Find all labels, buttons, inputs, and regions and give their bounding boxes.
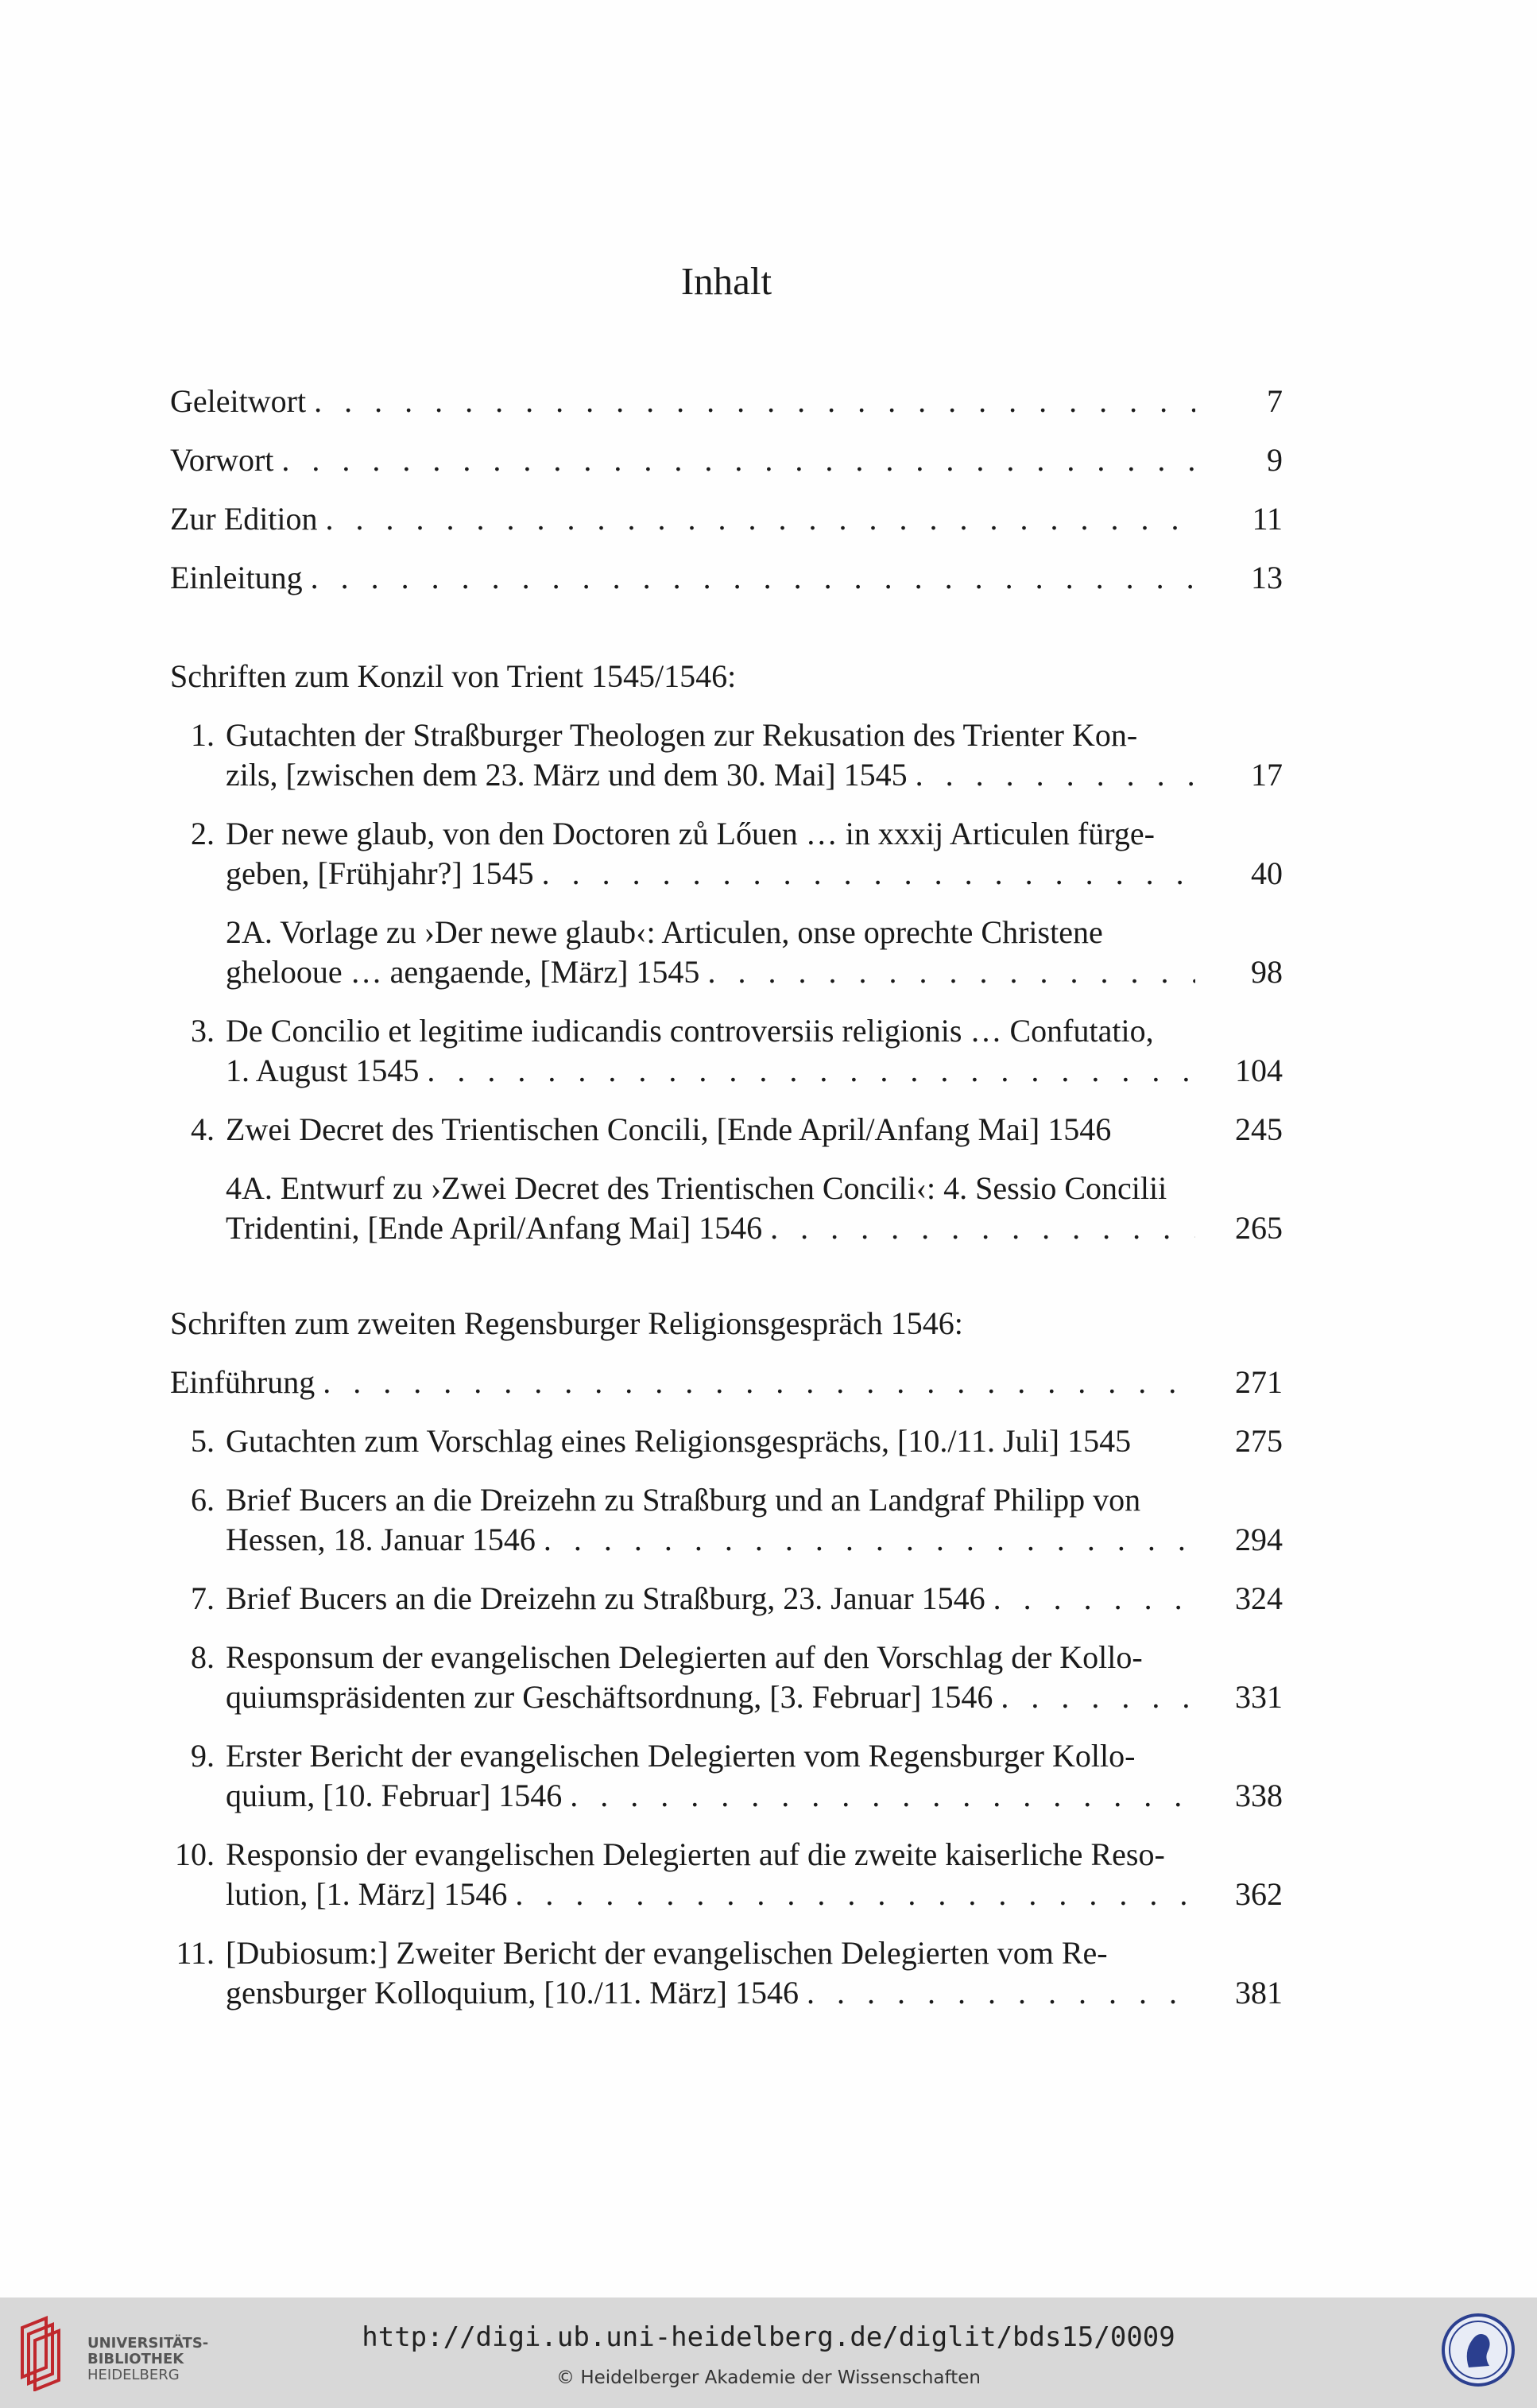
toc-page-number: 338 [1235, 1778, 1283, 1813]
viewer-footer [0, 2297, 1537, 2408]
entry-number: 11. [176, 1935, 215, 1971]
logo-line: BIBLIOTHEK [87, 2351, 184, 2367]
leader-dots [281, 440, 1195, 480]
leader-dots [993, 1579, 1195, 1619]
toc-entry-3[interactable] [170, 1011, 1283, 1091]
entry-number: 10. [175, 1836, 215, 1872]
entry-line: quium, [10. Februar] 1546 [226, 1778, 563, 1813]
entry-number: 5. [191, 1423, 215, 1459]
entry-line: Responsum der evangelischen Delegierten auf den Vorschlag der Kollo- [226, 1639, 1143, 1675]
entry-line: Erster Bericht der evangelischen Delegierten vom Regensburger Kollo- [226, 1738, 1136, 1774]
academy-seal-icon [1440, 2312, 1516, 2388]
toc-entry-10[interactable] [170, 1835, 1283, 1914]
section-heading-konzil [170, 657, 1283, 696]
leader-dots [1001, 1677, 1195, 1717]
toc-entry-11[interactable] [170, 1933, 1283, 2013]
toc-entry-1[interactable] [170, 715, 1283, 795]
leader-dots [770, 1208, 1195, 1248]
toc-entry-9[interactable] [170, 1736, 1283, 1816]
permalink-url[interactable]: http://digi.ub.uni-heidelberg.de/diglit/bds15/0009 [362, 2321, 1175, 2353]
section-heading-text: Schriften zum Konzil von Trient 1545/1546: [170, 658, 737, 694]
logo-line: HEIDELBERG [87, 2367, 180, 2383]
entry-number: 7. [191, 1580, 215, 1616]
toc-entry-title: Vorwort [170, 442, 274, 478]
entry-line: quiumspräsidenten zur Geschäftsordnung, [3. Februar] 1546 [226, 1679, 993, 1715]
entry-line: 2A. Vorlage zu ›Der newe glaub‹: Articulen, onse oprechte Christene [226, 914, 1103, 950]
toc-entry-2[interactable] [170, 814, 1283, 894]
toc-entry-title: Geleitwort [170, 383, 307, 419]
toc-entry-vorwort[interactable] [170, 440, 1283, 480]
leader-dots [326, 499, 1195, 539]
entry-line: [Dubiosum:] Zweiter Bericht der evangelischen Delegierten vom Re- [226, 1935, 1108, 1971]
entry-line: ghelooue … aengaende, [März] 1545 [226, 954, 700, 990]
toc-entry-title: Einführung [170, 1364, 316, 1400]
entry-line: Zwei Decret des Trientischen Concili, [Ende April/Anfang Mai] 1546 [226, 1111, 1112, 1147]
toc-entry-4a[interactable] [170, 1169, 1283, 1248]
toc-entry-einfuehrung[interactable] [170, 1363, 1283, 1402]
toc-page-number: 7 [1267, 383, 1283, 419]
toc-page-number: 324 [1235, 1580, 1283, 1616]
entry-number: 2. [191, 816, 215, 851]
toc-entry-4[interactable] [170, 1110, 1283, 1150]
section-heading-regensburg [170, 1304, 1283, 1344]
toc-entry-8[interactable] [170, 1638, 1283, 1717]
toc-page-number: 40 [1251, 855, 1283, 891]
toc-page-number: 104 [1235, 1053, 1283, 1088]
leader-dots [542, 854, 1195, 894]
leader-dots [427, 1051, 1195, 1091]
toc-page-number: 17 [1251, 757, 1283, 793]
entry-line: De Concilio et legitime iudicandis controversiis religionis … Confutatio, [226, 1013, 1154, 1049]
toc-page-number: 245 [1235, 1111, 1283, 1147]
entry-line: Hessen, 18. Januar 1546 [226, 1522, 536, 1557]
entry-line: lution, [1. März] 1546 [226, 1876, 508, 1912]
toc-page-number: 11 [1252, 501, 1283, 537]
toc-page-number: 331 [1235, 1679, 1283, 1715]
leader-dots [570, 1776, 1195, 1816]
toc-entry-5[interactable] [170, 1421, 1283, 1461]
entry-line: Brief Bucers an die Dreizehn zu Straßburg und an Landgraf Philipp von [226, 1482, 1141, 1518]
toc-page-number: 294 [1235, 1522, 1283, 1557]
entry-line: Der newe glaub, von den Doctoren zů Lőuen … in xxxij Articulen fürge- [226, 816, 1155, 851]
entry-line: gensburger Kolloquium, [10./11. März] 1546 [226, 1975, 799, 2011]
entry-line: 1. August 1545 [226, 1053, 420, 1088]
toc-entry-title: Zur Edition [170, 501, 318, 537]
toc-entry-7[interactable] [170, 1579, 1283, 1619]
entry-number: 3. [191, 1013, 215, 1049]
entry-line: geben, [Frühjahr?] 1545 [226, 855, 534, 891]
toc-page-number: 265 [1235, 1210, 1283, 1246]
entry-line: Gutachten der Straßburger Theologen zur Rekusation des Trienter Kon- [226, 717, 1138, 753]
toc-page-number: 13 [1251, 560, 1283, 595]
entry-number: 4. [191, 1111, 215, 1147]
toc-page-number: 98 [1251, 954, 1283, 990]
toc-page-number: 381 [1235, 1975, 1283, 2011]
entry-line: Brief Bucers an die Dreizehn zu Straßburg, 23. Januar 1546 [226, 1580, 985, 1616]
leader-dots [707, 952, 1195, 992]
toc-entry-zur-edition[interactable] [170, 499, 1283, 539]
leader-dots [515, 1875, 1195, 1914]
toc-page-number: 9 [1267, 442, 1283, 478]
section-heading-text: Schriften zum zweiten Regensburger Religionsgespräch 1546: [170, 1305, 963, 1341]
leader-dots [311, 558, 1195, 598]
toc-entry-title: Einleitung [170, 560, 303, 595]
toc-page-number: 362 [1235, 1876, 1283, 1912]
entry-number: 6. [191, 1482, 215, 1518]
entry-number: 1. [191, 717, 215, 753]
leader-dots [314, 382, 1195, 421]
toc-entry-geleitwort[interactable] [170, 382, 1283, 421]
entry-line: 4A. Entwurf zu ›Zwei Decret des Trientischen Concili‹: 4. Sessio Concilii [226, 1170, 1167, 1206]
logo-line: UNIVERSITÄTS- [87, 2335, 209, 2352]
toc-entry-6[interactable] [170, 1480, 1283, 1560]
entry-number: 8. [191, 1639, 215, 1675]
entry-number: 9. [191, 1738, 215, 1774]
toc-page-number: 271 [1235, 1364, 1283, 1400]
toc-page-number: 275 [1235, 1423, 1283, 1459]
leader-dots [807, 1973, 1195, 2013]
copyright-notice: © Heidelberger Akademie der Wissenschaften [556, 2367, 981, 2388]
entry-line: Gutachten zum Vorschlag eines Religionsgesprächs, [10./11. Juli] 1545 [226, 1423, 1132, 1459]
leader-dots [323, 1363, 1195, 1402]
entry-line: Tridentini, [Ende April/Anfang Mai] 1546 [226, 1210, 763, 1246]
toc-entry-einleitung[interactable] [170, 558, 1283, 598]
toc-entry-2a[interactable] [170, 913, 1283, 992]
leader-dots [916, 755, 1195, 795]
entry-line: Responsio der evangelischen Delegierten auf die zweite kaiserliche Reso- [226, 1836, 1165, 1872]
page-title: Inhalt [680, 259, 772, 303]
entry-line: zils, [zwischen dem 23. März und dem 30. Mai] 1545 [226, 757, 908, 793]
leader-dots [544, 1520, 1195, 1560]
